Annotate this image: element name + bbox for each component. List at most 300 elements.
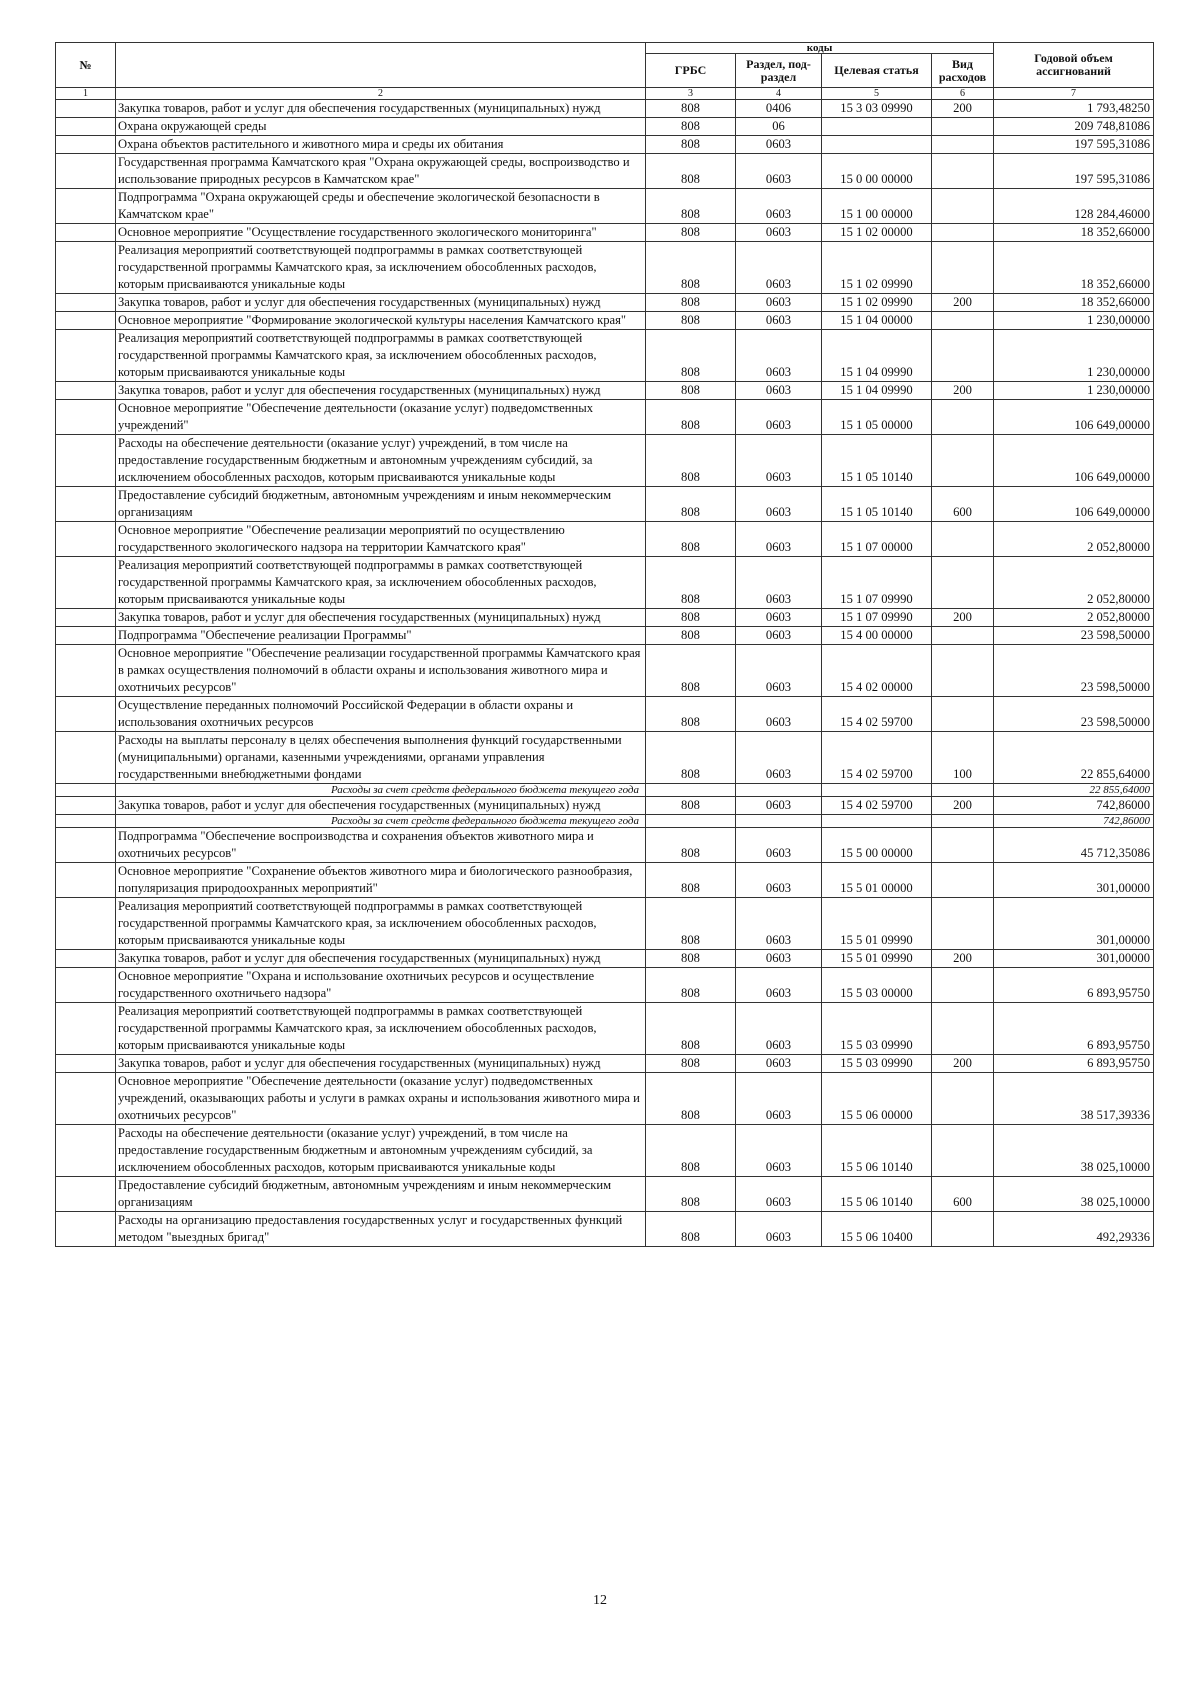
cell-kind	[932, 1073, 994, 1125]
cell-amount: 38 517,39336	[994, 1073, 1154, 1125]
cell-amount: 106 649,00000	[994, 400, 1154, 435]
cell-section: 0603	[736, 435, 822, 487]
cell-num	[56, 1003, 116, 1055]
cell-grbs: 808	[646, 154, 736, 189]
cell-target: 15 5 03 00000	[822, 968, 932, 1003]
cell-num	[56, 732, 116, 784]
header-kind: Вид расходов	[932, 54, 994, 88]
cell-section: 0603	[736, 487, 822, 522]
cell-kind: 200	[932, 797, 994, 815]
table-row	[56, 1003, 1154, 1055]
cell-num	[56, 154, 116, 189]
cell-amount: 197 595,31086	[994, 154, 1154, 189]
table-row	[56, 189, 1154, 224]
cell-grbs: 808	[646, 627, 736, 645]
cell-target	[822, 784, 932, 797]
cell-num	[56, 815, 116, 828]
header-num: №	[56, 43, 116, 88]
cell-num	[56, 609, 116, 627]
table-row	[56, 487, 1154, 522]
cell-grbs: 808	[646, 797, 736, 815]
cell-kind	[932, 645, 994, 697]
cell-amount: 2 052,80000	[994, 557, 1154, 609]
cell-grbs: 808	[646, 400, 736, 435]
cell-section: 0603	[736, 1125, 822, 1177]
cell-amount: 23 598,50000	[994, 645, 1154, 697]
cell-num	[56, 950, 116, 968]
table-row	[56, 435, 1154, 487]
cell-grbs: 808	[646, 697, 736, 732]
cell-grbs: 808	[646, 312, 736, 330]
cell-name: Основное мероприятие "Обеспечение реализации государственной программы Камчатского края в рамках осуществления полномочий в области охраны и использования животного мира и охотничьих ресурсов"	[116, 645, 646, 697]
cell-kind: 100	[932, 732, 994, 784]
cell-grbs: 808	[646, 100, 736, 118]
cell-num	[56, 400, 116, 435]
cell-name: Реализация мероприятий соответствующей подпрограммы в рамках соответствующей государственной программы Камчатского края, за исключением обособленных расходов, которым присваиваются уникальные коды	[116, 242, 646, 294]
cell-amount: 6 893,95750	[994, 968, 1154, 1003]
cell-target: 15 1 04 09990	[822, 330, 932, 382]
cell-grbs: 808	[646, 732, 736, 784]
col-number: 2	[116, 88, 646, 100]
cell-name: Подпрограмма "Обеспечение воспроизводства и сохранения объектов животного мира и охотничьих ресурсов"	[116, 828, 646, 863]
cell-amount: 18 352,66000	[994, 294, 1154, 312]
cell-kind	[932, 863, 994, 898]
cell-name: Реализация мероприятий соответствующей подпрограммы в рамках соответствующей государственной программы Камчатского края, за исключением обособленных расходов, которым присваиваются уникальные коды	[116, 557, 646, 609]
cell-section: 0603	[736, 294, 822, 312]
cell-kind	[932, 330, 994, 382]
cell-section: 0603	[736, 557, 822, 609]
cell-kind	[932, 118, 994, 136]
cell-section	[736, 784, 822, 797]
table-row	[56, 645, 1154, 697]
cell-section: 0603	[736, 645, 822, 697]
cell-kind	[932, 828, 994, 863]
cell-amount: 23 598,50000	[994, 697, 1154, 732]
cell-amount: 1 230,00000	[994, 382, 1154, 400]
cell-num	[56, 435, 116, 487]
cell-kind	[932, 136, 994, 154]
cell-section: 0603	[736, 224, 822, 242]
cell-amount: 6 893,95750	[994, 1055, 1154, 1073]
cell-grbs: 808	[646, 1003, 736, 1055]
cell-target	[822, 136, 932, 154]
cell-name: Закупка товаров, работ и услуг для обеспечения государственных (муниципальных) нужд	[116, 100, 646, 118]
cell-target: 15 5 06 10140	[822, 1125, 932, 1177]
cell-amount: 2 052,80000	[994, 522, 1154, 557]
table-body	[56, 100, 1154, 1247]
cell-section: 0603	[736, 154, 822, 189]
cell-section: 0603	[736, 950, 822, 968]
cell-kind: 600	[932, 1177, 994, 1212]
table-row	[56, 522, 1154, 557]
cell-grbs: 808	[646, 330, 736, 382]
cell-name: Закупка товаров, работ и услуг для обеспечения государственных (муниципальных) нужд	[116, 797, 646, 815]
cell-grbs: 808	[646, 189, 736, 224]
cell-name: Расходы на выплаты персоналу в целях обеспечения выполнения функций государственными (муниципальными) органами, казенными учреждениями, органами управления государственными внебюджетными фондами	[116, 732, 646, 784]
cell-section: 0603	[736, 136, 822, 154]
cell-section: 0603	[736, 828, 822, 863]
cell-target: 15 1 02 00000	[822, 224, 932, 242]
cell-section: 0603	[736, 330, 822, 382]
cell-section: 0603	[736, 1177, 822, 1212]
cell-grbs: 808	[646, 898, 736, 950]
cell-name: Расходы на обеспечение деятельности (оказание услуг) учреждений, в том числе на предоставление государственным бюджетным и автономным учреждениям субсидий, за исключением обособленных расходов, которым присваиваются уникальные коды	[116, 1125, 646, 1177]
cell-section: 0603	[736, 400, 822, 435]
table-row	[56, 732, 1154, 784]
cell-num	[56, 522, 116, 557]
page-number: 12	[593, 1593, 607, 1608]
cell-amount: 2 052,80000	[994, 609, 1154, 627]
cell-num	[56, 1125, 116, 1177]
col-number: 3	[646, 88, 736, 100]
cell-section: 0603	[736, 609, 822, 627]
header-section: Раздел, под-раздел	[736, 54, 822, 88]
cell-amount: 742,86000	[994, 815, 1154, 828]
col-number: 5	[822, 88, 932, 100]
cell-amount: 6 893,95750	[994, 1003, 1154, 1055]
cell-name: Расходы за счет средств федерального бюджета текущего года	[116, 815, 646, 828]
col-number: 6	[932, 88, 994, 100]
cell-name: Основное мероприятие "Сохранение объектов животного мира и биологического разнообразия, популяризация природоохранных мероприятий"	[116, 863, 646, 898]
table-row	[56, 118, 1154, 136]
cell-section: 0603	[736, 968, 822, 1003]
cell-kind: 200	[932, 294, 994, 312]
table-row-note	[56, 815, 1154, 828]
cell-section: 0603	[736, 382, 822, 400]
cell-grbs: 808	[646, 487, 736, 522]
cell-num	[56, 330, 116, 382]
cell-kind	[932, 1003, 994, 1055]
cell-num	[56, 863, 116, 898]
cell-grbs: 808	[646, 224, 736, 242]
cell-grbs: 808	[646, 1212, 736, 1247]
cell-grbs: 808	[646, 242, 736, 294]
cell-kind: 200	[932, 1055, 994, 1073]
cell-target: 15 1 05 10140	[822, 487, 932, 522]
cell-name: Реализация мероприятий соответствующей подпрограммы в рамках соответствующей государственной программы Камчатского края, за исключением обособленных расходов, которым присваиваются уникальные коды	[116, 330, 646, 382]
cell-section: 0603	[736, 697, 822, 732]
cell-target: 15 3 03 09990	[822, 100, 932, 118]
cell-num	[56, 118, 116, 136]
header-amount: Годовой объем ассигнований	[994, 43, 1154, 88]
table-row	[56, 1125, 1154, 1177]
cell-name: Государственная программа Камчатского края "Охрана окружающей среды, воспроизводство и использование природных ресурсов в Камчатском крае"	[116, 154, 646, 189]
cell-grbs: 808	[646, 609, 736, 627]
cell-kind	[932, 1125, 994, 1177]
cell-kind: 200	[932, 382, 994, 400]
cell-amount: 1 793,48250	[994, 100, 1154, 118]
cell-grbs: 808	[646, 294, 736, 312]
cell-target: 15 1 05 10140	[822, 435, 932, 487]
cell-name: Основное мероприятие "Охрана и использование охотничьих ресурсов и осуществление государственного охотничьего надзора"	[116, 968, 646, 1003]
cell-num	[56, 1177, 116, 1212]
cell-num	[56, 294, 116, 312]
cell-num	[56, 697, 116, 732]
cell-kind	[932, 784, 994, 797]
table-row	[56, 330, 1154, 382]
table-row	[56, 968, 1154, 1003]
cell-section: 0406	[736, 100, 822, 118]
col-number: 7	[994, 88, 1154, 100]
cell-section: 0603	[736, 1073, 822, 1125]
table-row	[56, 100, 1154, 118]
table-row	[56, 863, 1154, 898]
cell-kind	[932, 242, 994, 294]
cell-kind: 200	[932, 100, 994, 118]
cell-target: 15 1 05 00000	[822, 400, 932, 435]
cell-kind	[932, 968, 994, 1003]
cell-name: Закупка товаров, работ и услуг для обеспечения государственных (муниципальных) нужд	[116, 382, 646, 400]
cell-target: 15 5 01 09990	[822, 950, 932, 968]
cell-num	[56, 100, 116, 118]
cell-kind	[932, 312, 994, 330]
col-number: 4	[736, 88, 822, 100]
cell-target: 15 0 00 00000	[822, 154, 932, 189]
cell-grbs: 808	[646, 645, 736, 697]
cell-section: 0603	[736, 189, 822, 224]
cell-kind	[932, 898, 994, 950]
cell-amount: 301,00000	[994, 898, 1154, 950]
cell-amount: 492,29336	[994, 1212, 1154, 1247]
cell-kind	[932, 224, 994, 242]
cell-num	[56, 1055, 116, 1073]
cell-section: 0603	[736, 1003, 822, 1055]
cell-target: 15 4 02 59700	[822, 732, 932, 784]
table-row	[56, 627, 1154, 645]
cell-grbs: 808	[646, 828, 736, 863]
cell-name: Основное мероприятие "Формирование экологической культуры населения Камчатского края"	[116, 312, 646, 330]
table-row	[56, 557, 1154, 609]
cell-num	[56, 136, 116, 154]
cell-num	[56, 645, 116, 697]
cell-name: Предоставление субсидий бюджетным, автономным учреждениям и иным некоммерческим организациям	[116, 1177, 646, 1212]
header-column-numbers	[56, 88, 1154, 100]
cell-section: 0603	[736, 627, 822, 645]
cell-target: 15 1 07 00000	[822, 522, 932, 557]
cell-kind: 600	[932, 487, 994, 522]
cell-amount: 742,86000	[994, 797, 1154, 815]
cell-name: Предоставление субсидий бюджетным, автономным учреждениям и иным некоммерческим организациям	[116, 487, 646, 522]
cell-kind: 200	[932, 950, 994, 968]
cell-num	[56, 557, 116, 609]
table-row	[56, 898, 1154, 950]
budget-table-page	[55, 42, 1153, 1247]
cell-target: 15 5 00 00000	[822, 828, 932, 863]
cell-kind	[932, 1212, 994, 1247]
cell-grbs: 808	[646, 435, 736, 487]
cell-num	[56, 898, 116, 950]
cell-name: Подпрограмма "Обеспечение реализации Программы"	[116, 627, 646, 645]
cell-amount: 106 649,00000	[994, 435, 1154, 487]
cell-amount: 22 855,64000	[994, 784, 1154, 797]
cell-target: 15 5 01 00000	[822, 863, 932, 898]
cell-amount: 1 230,00000	[994, 312, 1154, 330]
cell-num	[56, 784, 116, 797]
cell-target: 15 5 06 00000	[822, 1073, 932, 1125]
cell-grbs: 808	[646, 1055, 736, 1073]
table-row	[56, 154, 1154, 189]
table-row	[56, 312, 1154, 330]
cell-kind	[932, 557, 994, 609]
cell-name: Основное мероприятие "Осуществление государственного экологического мониторинга"	[116, 224, 646, 242]
cell-section: 0603	[736, 732, 822, 784]
table-row	[56, 1212, 1154, 1247]
cell-amount: 23 598,50000	[994, 627, 1154, 645]
table-row	[56, 1055, 1154, 1073]
cell-name: Основное мероприятие "Обеспечение реализации мероприятий по осуществлению государственного экологического надзора на территории Камчатского края"	[116, 522, 646, 557]
header-codes: коды	[646, 43, 994, 54]
cell-kind	[932, 189, 994, 224]
cell-kind	[932, 627, 994, 645]
table-row	[56, 950, 1154, 968]
cell-target: 15 1 07 09990	[822, 609, 932, 627]
table-row	[56, 697, 1154, 732]
cell-kind	[932, 400, 994, 435]
cell-grbs: 808	[646, 1125, 736, 1177]
cell-name: Закупка товаров, работ и услуг для обеспечения государственных (муниципальных) нужд	[116, 294, 646, 312]
cell-name: Осуществление переданных полномочий Российской Федерации в области охраны и использования охотничьих ресурсов	[116, 697, 646, 732]
cell-amount: 209 748,81086	[994, 118, 1154, 136]
cell-num	[56, 627, 116, 645]
cell-grbs: 808	[646, 382, 736, 400]
cell-section	[736, 815, 822, 828]
cell-grbs: 808	[646, 557, 736, 609]
cell-section: 0603	[736, 863, 822, 898]
cell-name: Основное мероприятие "Обеспечение деятельности (оказание услуг) подведомственных учреждений, оказывающих работы и услуги в рамках охраны и использования животного мира и охотничьих ресурсов"	[116, 1073, 646, 1125]
cell-name: Закупка товаров, работ и услуг для обеспечения государственных (муниципальных) нужд	[116, 950, 646, 968]
cell-name: Закупка товаров, работ и услуг для обеспечения государственных (муниципальных) нужд	[116, 1055, 646, 1073]
cell-kind	[932, 697, 994, 732]
cell-amount: 18 352,66000	[994, 242, 1154, 294]
cell-num	[56, 797, 116, 815]
cell-target: 15 4 02 59700	[822, 797, 932, 815]
cell-name: Реализация мероприятий соответствующей подпрограммы в рамках соответствующей государственной программы Камчатского края, за исключением обособленных расходов, которым присваиваются уникальные коды	[116, 898, 646, 950]
cell-num	[56, 189, 116, 224]
cell-amount: 301,00000	[994, 863, 1154, 898]
table-row	[56, 382, 1154, 400]
table-row	[56, 1177, 1154, 1212]
cell-num	[56, 242, 116, 294]
cell-amount: 18 352,66000	[994, 224, 1154, 242]
cell-num	[56, 224, 116, 242]
table-row	[56, 828, 1154, 863]
cell-amount: 45 712,35086	[994, 828, 1154, 863]
cell-target: 15 1 02 09990	[822, 294, 932, 312]
cell-amount: 38 025,10000	[994, 1125, 1154, 1177]
table-row	[56, 242, 1154, 294]
cell-section: 0603	[736, 797, 822, 815]
cell-amount: 301,00000	[994, 950, 1154, 968]
table-row	[56, 1073, 1154, 1125]
cell-name: Закупка товаров, работ и услуг для обеспечения государственных (муниципальных) нужд	[116, 609, 646, 627]
header-target: Целевая статья	[822, 54, 932, 88]
cell-name: Реализация мероприятий соответствующей подпрограммы в рамках соответствующей государственной программы Камчатского края, за исключением обособленных расходов, которым присваиваются уникальные коды	[116, 1003, 646, 1055]
cell-amount: 1 230,00000	[994, 330, 1154, 382]
table-row	[56, 400, 1154, 435]
cell-grbs	[646, 815, 736, 828]
cell-kind	[932, 815, 994, 828]
cell-grbs: 808	[646, 1073, 736, 1125]
cell-num	[56, 968, 116, 1003]
cell-name: Основное мероприятие "Обеспечение деятельности (оказание услуг) подведомственных учреждений"	[116, 400, 646, 435]
cell-num	[56, 312, 116, 330]
cell-name: Расходы за счет средств федерального бюджета текущего года	[116, 784, 646, 797]
cell-grbs: 808	[646, 950, 736, 968]
cell-num	[56, 1212, 116, 1247]
cell-amount: 128 284,46000	[994, 189, 1154, 224]
cell-name: Подпрограмма "Охрана окружающей среды и обеспечение экологической безопасности в Камчатском крае"	[116, 189, 646, 224]
cell-target: 15 5 06 10400	[822, 1212, 932, 1247]
col-number: 1	[56, 88, 116, 100]
header-grbs: ГРБС	[646, 54, 736, 88]
table-row	[56, 136, 1154, 154]
cell-name: Охрана объектов растительного и животного мира и среды их обитания	[116, 136, 646, 154]
cell-grbs: 808	[646, 1177, 736, 1212]
cell-amount: 197 595,31086	[994, 136, 1154, 154]
cell-kind	[932, 435, 994, 487]
cell-section: 0603	[736, 898, 822, 950]
cell-kind	[932, 154, 994, 189]
cell-target: 15 1 04 09990	[822, 382, 932, 400]
cell-target: 15 4 00 00000	[822, 627, 932, 645]
cell-name: Расходы на обеспечение деятельности (оказание услуг) учреждений, в том числе на предоставление государственным бюджетным и автономным учреждениям субсидий, за исключением обособленных расходов, которым присваиваются уникальные коды	[116, 435, 646, 487]
table-row	[56, 224, 1154, 242]
cell-section: 0603	[736, 1055, 822, 1073]
cell-kind	[932, 522, 994, 557]
cell-amount: 38 025,10000	[994, 1177, 1154, 1212]
cell-name: Расходы на организацию предоставления государственных услуг и государственных функций методом "выездных бригад"	[116, 1212, 646, 1247]
cell-grbs: 808	[646, 522, 736, 557]
cell-target: 15 1 04 00000	[822, 312, 932, 330]
cell-grbs	[646, 784, 736, 797]
table-row-note	[56, 784, 1154, 797]
table-row	[56, 797, 1154, 815]
cell-target: 15 4 02 00000	[822, 645, 932, 697]
cell-grbs: 808	[646, 863, 736, 898]
cell-section: 0603	[736, 522, 822, 557]
cell-num	[56, 828, 116, 863]
cell-section: 0603	[736, 1212, 822, 1247]
cell-target	[822, 815, 932, 828]
cell-name: Охрана окружающей среды	[116, 118, 646, 136]
cell-target: 15 5 03 09990	[822, 1003, 932, 1055]
cell-amount: 22 855,64000	[994, 732, 1154, 784]
table-row	[56, 294, 1154, 312]
cell-section: 0603	[736, 242, 822, 294]
cell-kind: 200	[932, 609, 994, 627]
cell-target: 15 1 00 00000	[822, 189, 932, 224]
cell-target: 15 5 03 09990	[822, 1055, 932, 1073]
cell-section: 06	[736, 118, 822, 136]
cell-target	[822, 118, 932, 136]
cell-grbs: 808	[646, 118, 736, 136]
cell-num	[56, 382, 116, 400]
cell-num	[56, 1073, 116, 1125]
cell-grbs: 808	[646, 968, 736, 1003]
cell-grbs: 808	[646, 136, 736, 154]
cell-section: 0603	[736, 312, 822, 330]
cell-target: 15 4 02 59700	[822, 697, 932, 732]
cell-target: 15 5 06 10140	[822, 1177, 932, 1212]
header-name	[116, 43, 646, 88]
cell-amount: 106 649,00000	[994, 487, 1154, 522]
cell-target: 15 5 01 09990	[822, 898, 932, 950]
cell-target: 15 1 07 09990	[822, 557, 932, 609]
budget-table	[55, 42, 1154, 1247]
table-row	[56, 609, 1154, 627]
cell-num	[56, 487, 116, 522]
cell-target: 15 1 02 09990	[822, 242, 932, 294]
